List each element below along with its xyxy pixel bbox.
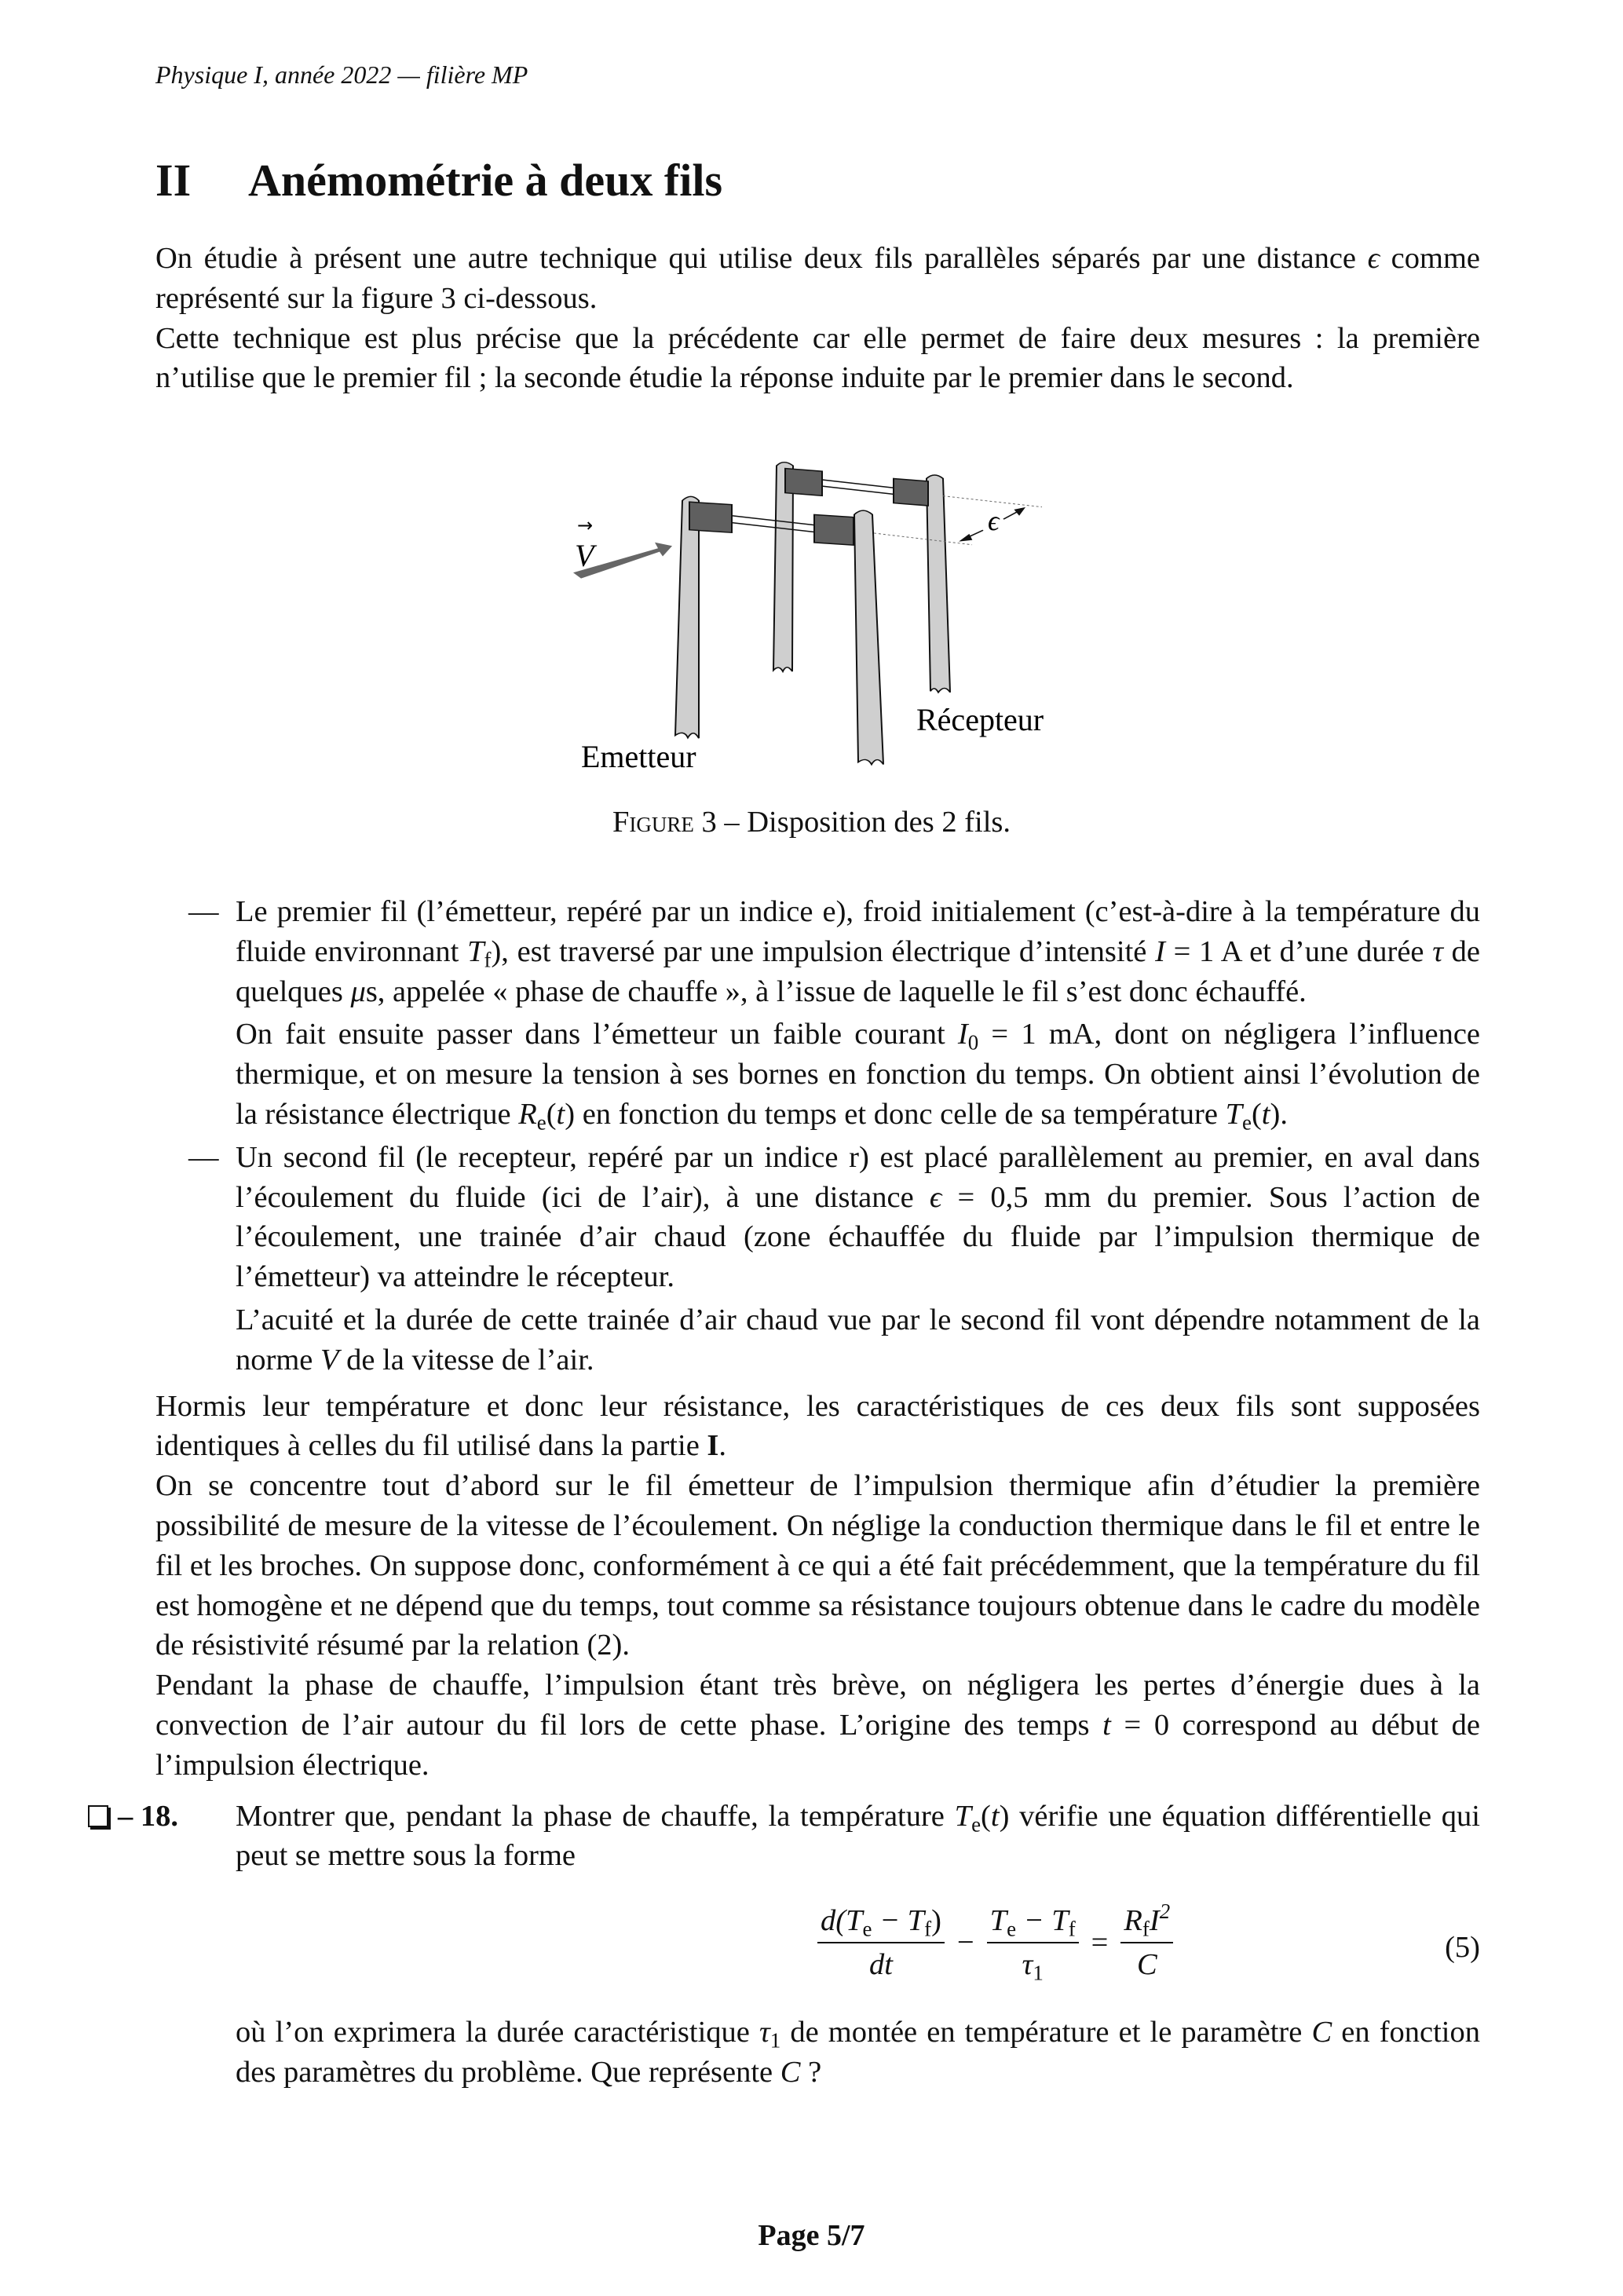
text-run: I (707, 1429, 719, 1463)
equation-5: $\frac{d(T_e - T_f)}{dt}$ − $\frac{T_e - T_f}{\tau_1}$ = $\frac{R_fI^2}{C}$ (5) (236, 1887, 1480, 2005)
clamp (785, 469, 822, 496)
text-run: 0 (967, 1030, 979, 1055)
text-run: f (484, 948, 492, 972)
text-run: ) en fonction du temps et donc celle de sa température (565, 1097, 1226, 1131)
text-run: Hormis leur température et donc leur résistance, les caractéristiques de ces deux fils sont supposées identiques à celles du fil utilisé dans la partie (155, 1389, 1480, 1463)
text-run: = 0 correspond au début de l’impulsion électrique. (155, 1708, 1481, 1782)
fraction: $\frac{T_e - T_f}{\tau_1}$ (987, 1903, 1079, 1983)
fraction: $\frac{d(T_e - T_f)}{dt}$ (817, 1903, 945, 1983)
receiver-label: Récepteur (916, 702, 1044, 737)
text-run: ϵ (929, 1180, 942, 1214)
text-run: où l’on exprimera la durée caractéristique (236, 2016, 759, 2049)
wire-receiver (821, 480, 894, 488)
text-run: = 1 mA, dont on négligera l’influence thermique, et on mesure la tension à ses bornes en fonction du temps. On obtient ainsi l’évolution de la résistance électrique (236, 1018, 1480, 1131)
text-run: τ (758, 2016, 770, 2049)
bullet-dash: — (188, 895, 219, 928)
figure-caption (0, 803, 1623, 843)
section-number: II (155, 155, 192, 206)
text-run: Cette technique est plus précise que la précédente car elle permet de faire deux mesures : la première n’utilise que le premier fil ; la seconde étudie la réponse induite par le premier dans le second. (155, 321, 1480, 395)
text-run: ( (1251, 1097, 1262, 1131)
vector-arrow-icon: → (577, 514, 594, 536)
clamp (894, 479, 928, 506)
paragraph (155, 1387, 1480, 1467)
main-text (118, 892, 1481, 2093)
clamp (689, 502, 732, 532)
emitter-label: Emetteur (581, 739, 696, 774)
section-title: Anémométrie à deux fils (248, 155, 723, 206)
text-run: s, appelée « phase de chauffe », à l’issue de laquelle le fil s’est donc échauffé. (365, 974, 1307, 1008)
text-run: On étudie à présent une autre technique qui utilise deux fils parallèles séparés par une distance (155, 242, 1368, 275)
paragraph (236, 892, 1480, 1011)
text-run: t (990, 1799, 1000, 1833)
text-run: I (1155, 934, 1165, 968)
paragraph (236, 1015, 1480, 1134)
text-run: t (1102, 1708, 1111, 1742)
page-number: Page 5/7 (758, 2219, 865, 2252)
post-front-right (854, 510, 883, 764)
question-18 (118, 1797, 1480, 2093)
text-run: t (1261, 1097, 1270, 1131)
text-run: L’acuité et la durée de cette trainée d’air chaud vue par le second fil vont dépendre notamment de la norme (236, 1303, 1480, 1377)
text-run: ( (981, 1799, 991, 1833)
text-run: V (320, 1343, 339, 1377)
epsilon-label: ϵ (988, 505, 1000, 536)
text-run: ( (546, 1097, 557, 1131)
text-run: Montrer que, pendant la phase de chauffe, la température (236, 1799, 955, 1833)
checkbox-icon (88, 1805, 108, 1827)
text-run: 1 (769, 2028, 781, 2053)
text-run: ) vérifie une équation différentielle qui peut se mettre sous la forme (236, 1799, 1480, 1873)
text-run: μ (350, 974, 366, 1008)
text-run: C (780, 2055, 801, 2089)
clamp (814, 514, 854, 545)
text-run: de quelques (236, 934, 1480, 1008)
post-back-right (927, 475, 950, 693)
text-run: en fonction des paramètres du problème. Que représente (236, 2016, 1480, 2089)
paragraph (236, 1138, 1480, 1297)
post-front-left (675, 496, 699, 738)
text-run: On se concentre tout d’abord sur le fil émetteur de l’impulsion thermique afin d’étudier la première possibilité de mesure de la vitesse de l’écoulement. On néglige la conduction thermique dans le fil et entre le fil et les broches. On suppose donc, conformément à ce qui a été fait précédemment, que la température du fil est homogène et ne dépend que du temps, tout comme sa résistance toujours obtenue dans le cadre du modèle de résistivité résumé par la relation (2). (155, 1469, 1480, 1662)
bullet-dash: — (188, 1140, 219, 1174)
text-run: Le premier fil (l’émetteur, repéré par un indice e), froid initialement (c’est-à-dire à la température du fluide environnant (236, 895, 1480, 968)
text-run: T (1225, 1097, 1242, 1131)
question-text (236, 2013, 1480, 2093)
intro-text (155, 239, 1480, 398)
text-run: = 1 A et d’une durée (1164, 934, 1433, 968)
text-run: ), est traversé par une impulsion électrique d’intensité (491, 934, 1156, 968)
text-run: e (971, 1812, 981, 1837)
text-run: = 0,5 mm du premier. Sous l’action de l’écoulement, une trainée d’air chaud (zone échauffée du fluide par l’impulsion thermique de l’émetteur) va atteindre le récepteur. (236, 1180, 1480, 1294)
text-run: I (957, 1018, 968, 1051)
paragraph (236, 1300, 1480, 1380)
text-run: e (536, 1110, 546, 1135)
fraction: $\frac{R_fI^2}{C}$ (1120, 1903, 1173, 1983)
text-run: de la vitesse de l’air. (338, 1343, 594, 1377)
text-run: ? (800, 2055, 822, 2089)
running-header: Physique I, année 2022 — filière MP (155, 60, 528, 89)
text-run: C (1311, 2016, 1332, 2049)
text-run: Pendant la phase de chauffe, l’impulsion étant très brève, on négligera les pertes d’énergie dues à la convection de l’air autour du fil lors de cette phase. L’origine des temps (155, 1669, 1480, 1742)
section-heading (155, 153, 722, 208)
text-run: e (1242, 1110, 1252, 1135)
text-run: T (954, 1799, 972, 1833)
bullet-receiver (155, 1138, 1480, 1380)
figure-two-wires (534, 444, 1099, 781)
question-number: – 18. (118, 1799, 178, 1833)
velocity-label: V (575, 538, 594, 573)
text-run: Un second fil (le recepteur, repéré par un indice r) est placé parallèlement au premier, en aval dans l’écoulement du fluide (ici de l’air), à une distance (236, 1140, 1480, 1214)
paragraph (155, 1466, 1480, 1665)
paragraph (155, 319, 1480, 399)
question-text (236, 1797, 1480, 1877)
caption-label: Figure 3 (612, 806, 717, 839)
paragraph (155, 239, 1480, 319)
equation-number: (5) (1445, 1931, 1480, 1965)
text-run: ϵ (1367, 242, 1380, 275)
text-run: t (556, 1097, 565, 1131)
text-run: ). (1270, 1097, 1288, 1131)
text-run: comme représenté sur la figure 3 ci-dessous. (155, 242, 1480, 315)
question-marker (88, 1797, 178, 1837)
text-run: T (467, 934, 484, 968)
text-run: τ (1432, 934, 1443, 968)
paragraph (155, 1665, 1480, 1785)
bullet-emitter (155, 892, 1480, 1135)
text-run: de montée en température et le paramètre (780, 2016, 1312, 2049)
caption-text: – Disposition des 2 fils. (716, 806, 1011, 839)
text-run: R (518, 1097, 537, 1131)
text-run: . (718, 1429, 727, 1463)
text-run: On fait ensuite passer dans l’émetteur un faible courant (236, 1018, 958, 1051)
